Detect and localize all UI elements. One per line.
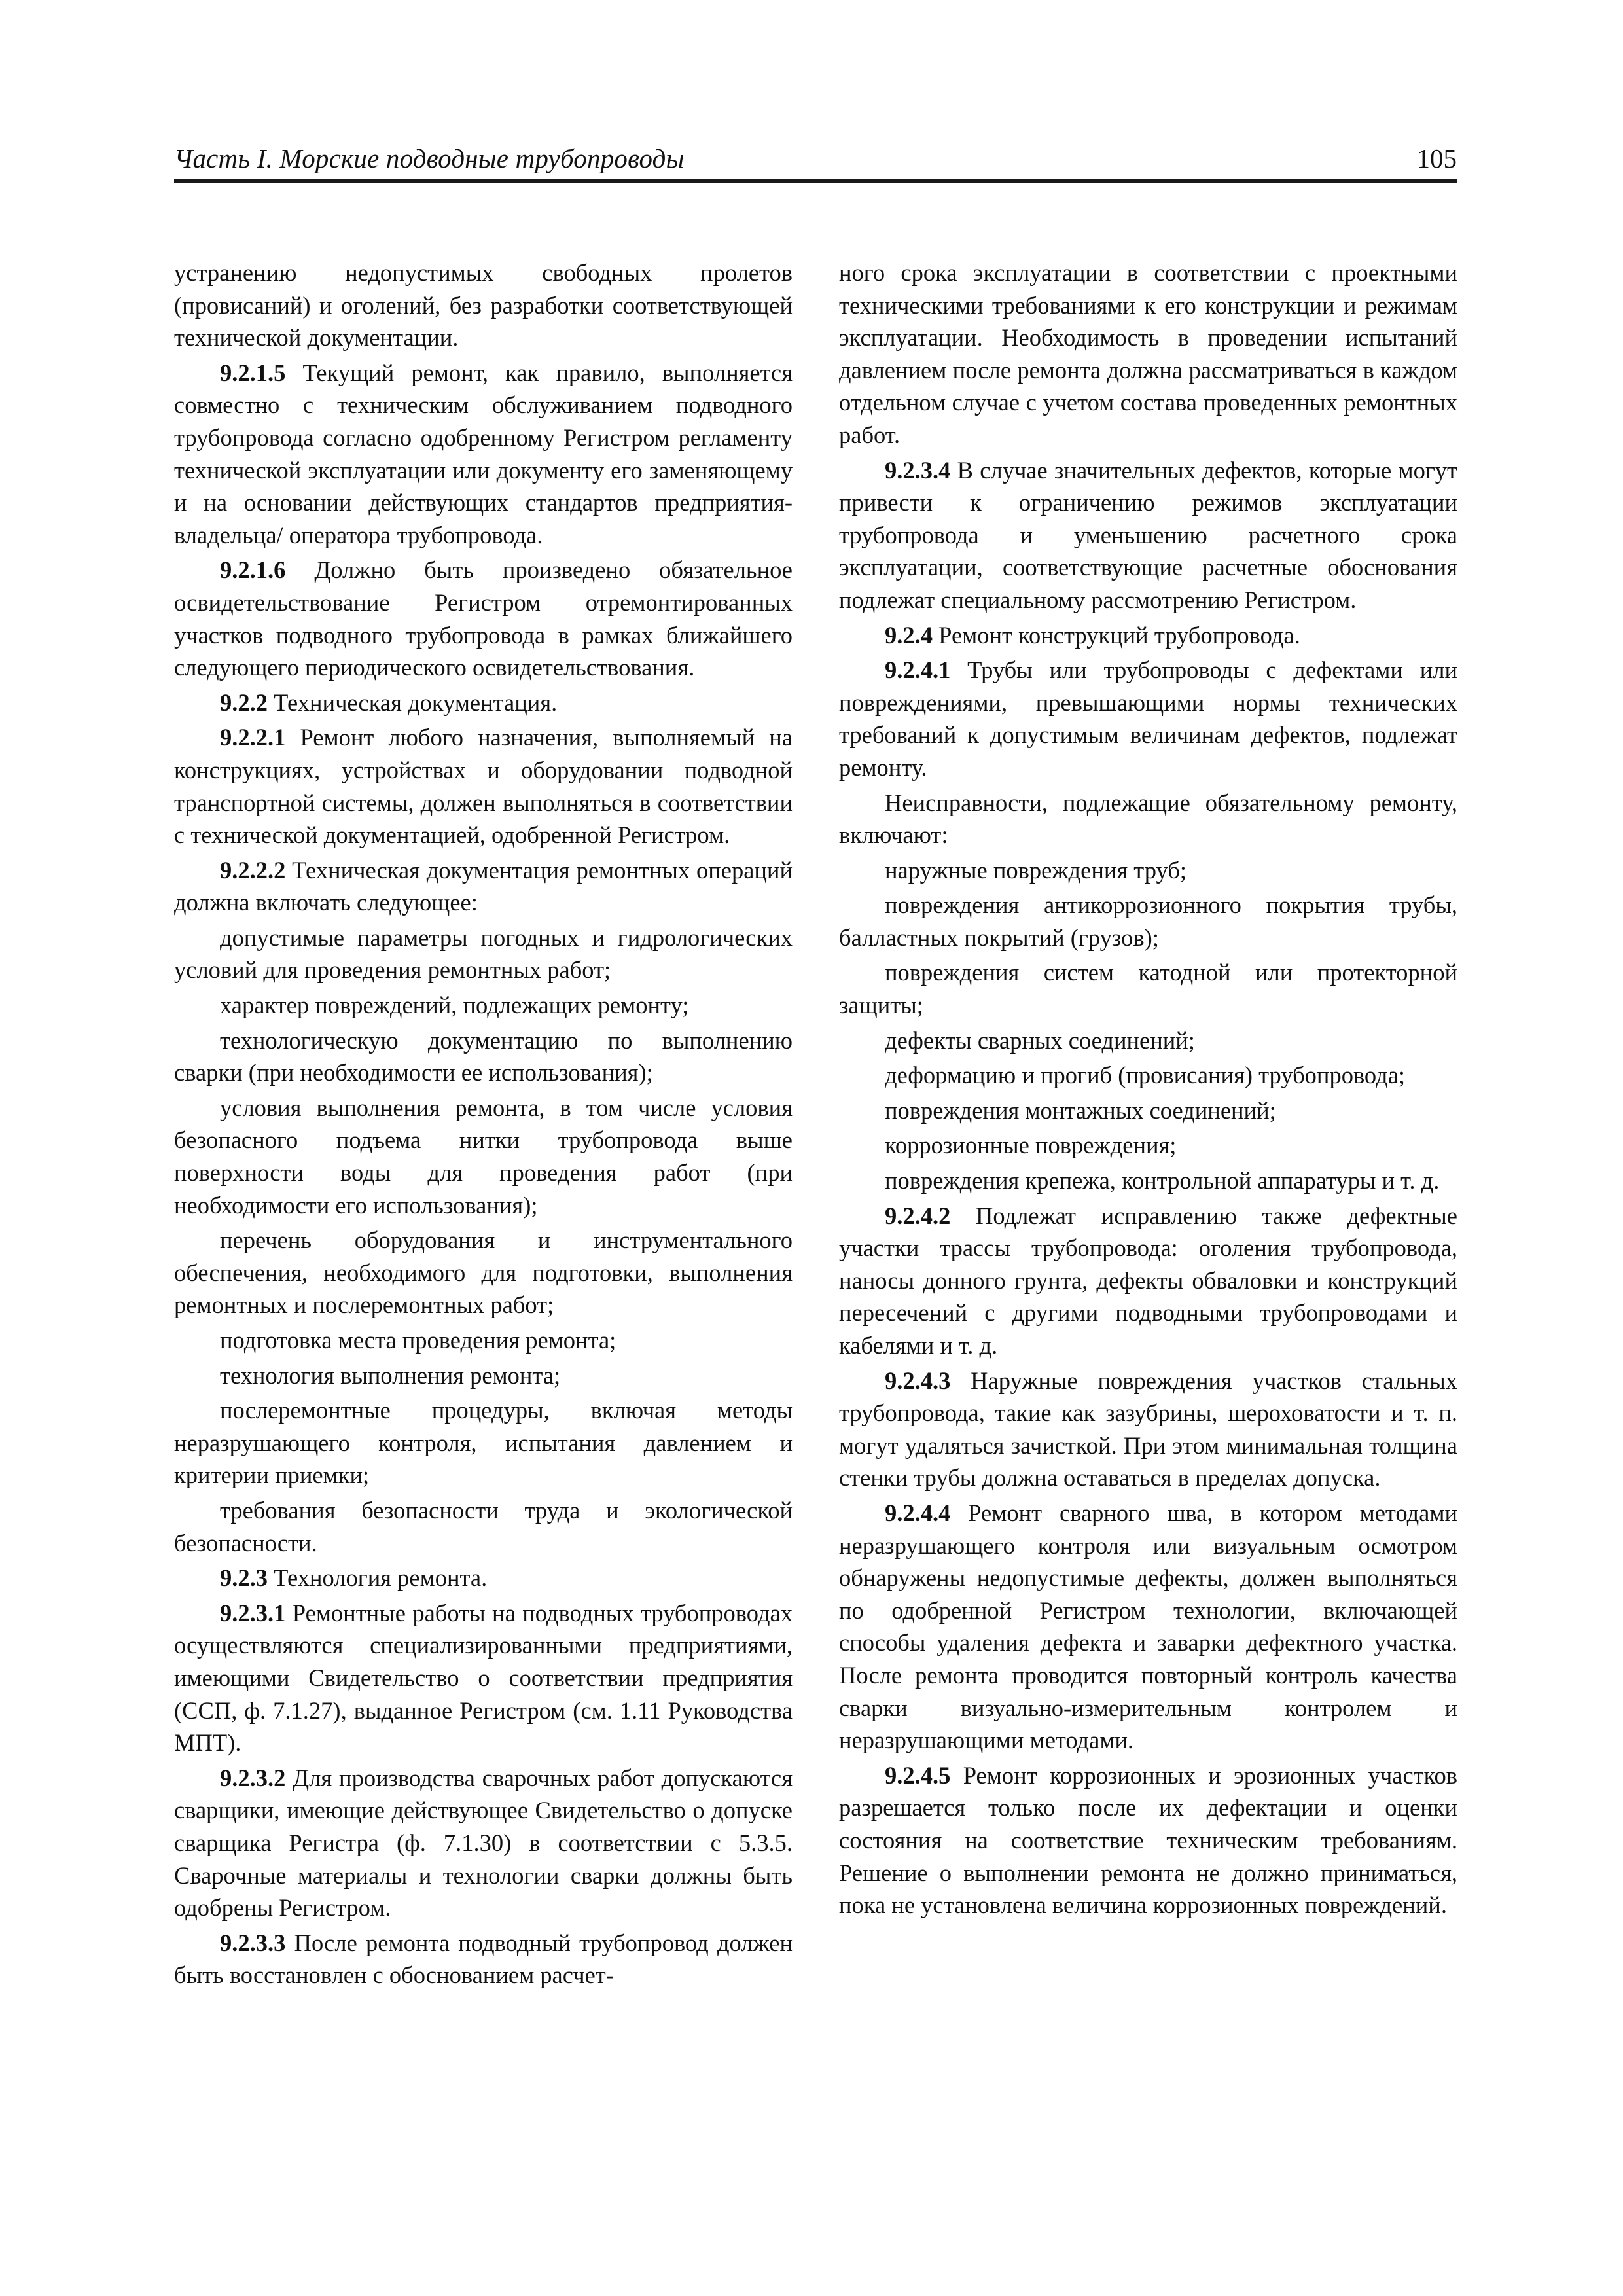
clause-number: 9.2.4 [885,621,933,649]
paragraph-text: Должно быть произведено обязательное освидетельствование Регистром отремонтированных участков подводного трубопровода в рамках ближайшего следующего периодического освидетельствования. [174,556,793,681]
paragraph-text: Ремонтные работы на подводных трубопроводах осуществляются специализированными предприятиями, имеющими Свидетельство о соответствии предприятия (ССП, ф. 7.1.27), выданное Регистром (см. 1.11 Руководства МПТ). [174,1599,793,1757]
paragraph [174,1597,793,1759]
paragraph-text: Текущий ремонт, как правило, выполняется совместно с техническим обслуживанием подводного трубопровода согласно одобренному Регистром регламенту технической эксплуатации или документу его заменяющему и на основании действующих стандартов предприятия-владельца/ оператора трубопровода. [174,359,793,548]
paragraph [174,1562,793,1594]
paragraph-text: Для производства сварочных работ допускаются сварщики, имеющие действующее Свидетельство о допуске сварщика Регистра (ф. 7.1.30) в соответствии с 5.3.5. Сварочные материалы и технологии сварки должны быть одобрены Регистром. [174,1764,793,1922]
paragraph-text: перечень оборудования и инструментального обеспечения, необходимого для подготовки, выполнения ремонтных и послеремонтных работ; [174,1227,793,1319]
paragraph-text: повреждения систем катодной или протекторной защиты; [839,959,1457,1019]
paragraph-text: коррозионные повреждения; [885,1132,1177,1159]
paragraph-text: Ремонт любого назначения, выполняемый на конструкциях, устройствах и оборудовании подводной транспортной системы, должен выполняться в соответствии с технической документацией, одобренной Регистром. [174,724,793,849]
paragraph-text: деформацию и прогиб (провисания) трубопровода; [885,1062,1406,1089]
paragraph-text: наружные повреждения труб; [885,856,1186,884]
clause-number: 9.2.3.3 [220,1929,286,1956]
paragraph [839,1759,1457,1922]
paragraph [174,854,793,919]
paragraph-text: Техническая документация. [268,689,558,716]
paragraph-text: Техническая документация ремонтных операций должна включать следующее: [174,856,793,916]
paragraph [174,1494,793,1559]
paragraph-text: Технология ремонта. [268,1564,488,1592]
paragraph [839,1129,1457,1162]
running-header [174,143,1457,183]
paragraph-text: После ремонта подводный трубопровод должен быть восстановлен с обоснованием расчет- [174,1929,793,1989]
clause-number: 9.2.1.5 [220,359,286,386]
paragraph [839,787,1457,852]
header-title: Часть I. Морские подводные трубопроводы [174,143,685,173]
paragraph-text: устранению недопустимых свободных пролетов (провисаний) и оголений, без разработки соответствующей технической документации. [174,259,793,351]
paragraph-text: Неисправности, подлежащие обязательному ремонту, включают: [839,789,1457,849]
clause-number: 9.2.2.2 [220,856,286,884]
paragraph [839,1094,1457,1127]
paragraph-text: Подлежат исправлению также дефектные участки трассы трубопровода: оголения трубопровода, наносы донного грунта, дефекты обваловки и конструкций пересечений с другими подводными трубопроводами и кабелями и т. д. [839,1202,1457,1359]
paragraph-text: ного срока эксплуатации в соответствии с проектными техническими требованиями к его конструкции и режимам эксплуатации. Необходимость в проведении испытаний давлением после ремонта должна рассматриваться в каждом отдельном случае с учетом состава проведенных ремонтных работ. [839,259,1457,448]
paragraph [174,1092,793,1221]
clause-number: 9.2.4.2 [885,1202,951,1229]
paragraph-text: допустимые параметры погодных и гидрологических условий для проведения ремонтных работ; [174,924,793,984]
clause-number: 9.2.3 [220,1564,268,1592]
clause-number: 9.2.2.1 [220,724,286,751]
clause-number: 9.2.1.6 [220,556,286,584]
paragraph-text: Ремонт коррозионных и эрозионных участков разрешается только после их дефектации и оценки состояния на соответствие техническим требованиям. Решение о выполнении ремонта не должно приниматься, пока не установлена величина коррозионных повреждений. [839,1761,1457,1919]
paragraph [839,1497,1457,1757]
paragraph [839,1164,1457,1197]
paragraph-text: условия выполнения ремонта, в том числе условия безопасного подъема нитки трубопровода выше поверхности воды для проведения работ (при необходимости его использования); [174,1094,793,1219]
paragraph [174,554,793,683]
paragraph [174,1324,793,1357]
clause-number: 9.2.3.4 [885,456,951,484]
paragraph [839,1365,1457,1494]
clause-number: 9.2.3.2 [220,1764,286,1791]
right-column [839,257,1457,1924]
clause-number: 9.2.4.3 [885,1367,951,1394]
left-column [174,257,793,1994]
paragraph-text: требования безопасности труда и экологической безопасности. [174,1496,793,1556]
paragraph-text: Ремонт сварного шва, в котором методами неразрушающего контроля или визуальным осмотром обнаружены недопустимые дефекты, должен выполняться по одобренной Регистром технологии, включающей способы удаления дефекта и заварки дефектного участка. После ремонта проводится повторный контроль качества сварки визуально-измерительным контролем и неразрушающими методами. [839,1499,1457,1754]
paragraph-text: подготовка места проведения ремонта; [220,1327,616,1354]
clause-number: 9.2.3.1 [220,1599,286,1626]
paragraph [839,654,1457,783]
paragraph-text: Ремонт конструкций трубопровода. [933,621,1300,649]
paragraph [174,257,793,354]
paragraph [839,619,1457,652]
paragraph-text: послеремонтные процедуры, включая методы неразрушающего контроля, испытания давлением и критерии приемки; [174,1397,793,1489]
paragraph [174,1224,793,1321]
paragraph-text: В случае значительных дефектов, которые могут привести к ограничению режимов эксплуатации трубопровода и уменьшению расчетного срока эксплуатации, соответствующие расчетные обоснования подлежат специальному рассмотрению Регистром. [839,456,1457,613]
paragraph [839,1024,1457,1057]
clause-number: 9.2.4.1 [885,656,951,684]
paragraph-text: технология выполнения ремонта; [220,1361,561,1389]
paragraph [839,854,1457,887]
paragraph [839,956,1457,1021]
paragraph [839,1200,1457,1362]
paragraph [174,1394,793,1492]
paragraph-text: повреждения антикоррозионного покрытия трубы, балластных покрытий (грузов); [839,891,1457,951]
clause-number: 9.2.2 [220,689,268,716]
paragraph [174,1762,793,1924]
page-number: 105 [1416,143,1457,173]
clause-number: 9.2.4.5 [885,1761,951,1789]
paragraph-text: Трубы или трубопроводы с дефектами или повреждениями, превышающими нормы технических требований к допустимым величинам дефектов, подлежат ремонту. [839,656,1457,781]
clause-number: 9.2.4.4 [885,1499,951,1526]
paragraph-text: дефекты сварных соединений; [885,1026,1195,1054]
paragraph-text: Наружные повреждения участков стальных трубопровода, такие как зазубрины, шероховатости и т. п. могут удаляться зачисткой. При этом минимальная толщина стенки трубы должна оставаться в пределах допуска. [839,1367,1457,1492]
paragraph [174,687,793,719]
paragraph [839,454,1457,617]
paragraph [174,922,793,986]
paragraph-text: повреждения крепежа, контрольной аппаратуры и т. д. [885,1167,1440,1194]
paragraph [174,1024,793,1089]
paragraph [839,889,1457,954]
paragraph [174,1927,793,1992]
paragraph [174,721,793,851]
paragraph [839,1059,1457,1092]
paragraph-text: повреждения монтажных соединений; [885,1096,1276,1124]
paragraph-text: характер повреждений, подлежащих ремонту; [220,992,689,1019]
paragraph [174,1359,793,1392]
paragraph [174,357,793,552]
paragraph [174,989,793,1022]
paragraph-text: технологическую документацию по выполнению сварки (при необходимости ее использования); [174,1026,793,1086]
paragraph [839,257,1457,452]
